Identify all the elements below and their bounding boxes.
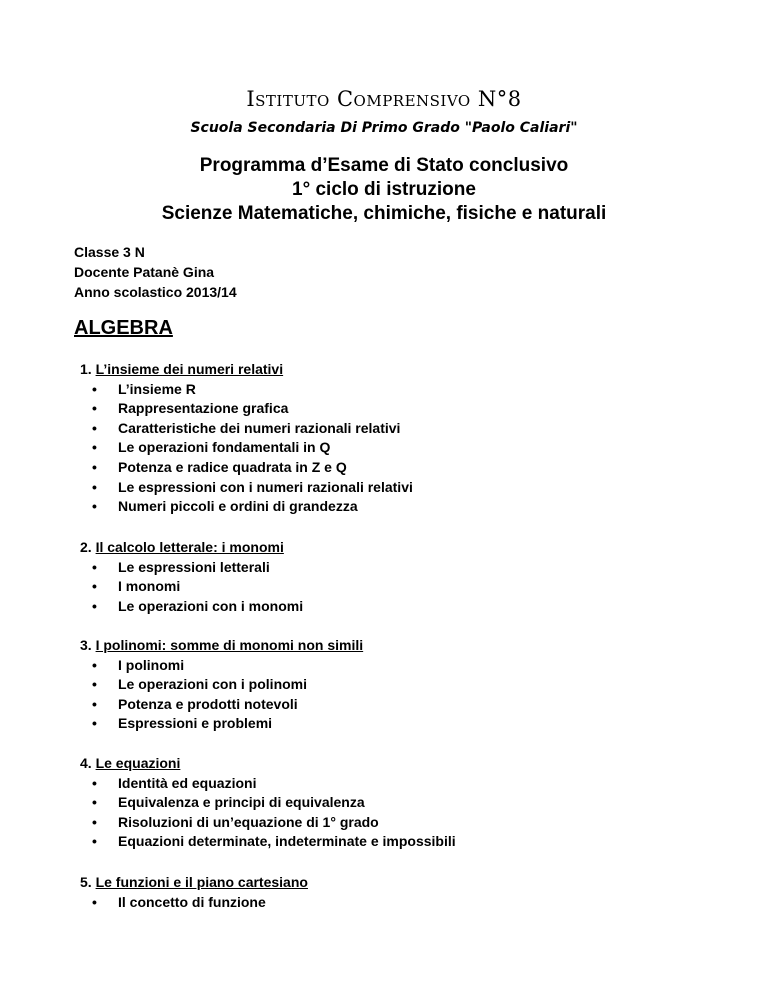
list-item: • Le operazioni con i monomi: [78, 597, 303, 617]
topic-list: [80, 380, 413, 517]
topic-number: 4.: [80, 755, 92, 771]
bullet-icon: •: [92, 419, 97, 436]
bullet-icon: •: [92, 498, 97, 515]
topic-number: 2.: [80, 539, 92, 555]
section-heading: ALGEBRA: [74, 317, 173, 339]
list-item: • Potenza e prodotti notevoli: [78, 695, 363, 715]
topic-1: [80, 360, 413, 517]
school-name: Istituto Comprensivo N°8: [246, 87, 522, 111]
class-info: [74, 242, 237, 302]
topic-number: 5.: [80, 874, 92, 890]
bullet-icon: •: [92, 478, 97, 495]
list-item: • Le operazioni fondamentali in Q: [78, 438, 413, 458]
topic-heading: [80, 754, 456, 774]
bullet-icon: •: [92, 656, 97, 673]
topic-heading: [80, 636, 363, 656]
list-item: • Le operazioni con i polinomi: [78, 675, 363, 695]
list-item: • I monomi: [78, 577, 303, 597]
bullet-icon: •: [92, 833, 97, 850]
document-title: [0, 154, 768, 226]
topic-title: I polinomi: somme di monomi non simili: [95, 637, 364, 653]
topic-2: [80, 538, 303, 616]
topic-list: [80, 558, 303, 617]
topic-list: [80, 893, 308, 913]
title-line-1: Programma d’Esame di Stato conclusivo: [199, 155, 569, 176]
list-item: • L’insieme R: [78, 380, 413, 400]
topic-list: [80, 656, 363, 734]
bullet-icon: •: [92, 715, 97, 732]
list-item: • I polinomi: [78, 656, 363, 676]
title-line-3: Scienze Matematiche, chimiche, fisiche e naturali: [161, 203, 607, 224]
school-year-label: Anno scolastico 2013/14: [74, 284, 237, 300]
list-item: • Equivalenza e principi di equivalenza: [78, 793, 456, 813]
bullet-icon: •: [92, 813, 97, 830]
bullet-icon: •: [92, 893, 97, 910]
teacher-label: Docente Patanè Gina: [74, 264, 215, 280]
list-item: • Le espressioni letterali: [78, 558, 303, 578]
title-line-2: 1° ciclo di istruzione: [292, 179, 476, 200]
class-label: Classe 3 N: [74, 244, 145, 260]
topic-3: [80, 636, 363, 734]
topic-4: [80, 754, 456, 852]
bullet-icon: •: [92, 558, 97, 575]
bullet-icon: •: [92, 695, 97, 712]
topic-number: 3.: [80, 637, 92, 653]
topic-heading: [80, 538, 303, 558]
topic-title: L’insieme dei numeri relativi: [95, 361, 284, 377]
topic-heading: [80, 873, 308, 893]
topic-title: Le equazioni: [95, 755, 181, 771]
bullet-icon: •: [92, 380, 97, 397]
list-item: • Potenza e radice quadrata in Z e Q: [78, 458, 413, 478]
bullet-icon: •: [92, 458, 97, 475]
bullet-icon: •: [92, 794, 97, 811]
list-item: • Espressioni e problemi: [78, 714, 363, 734]
list-item: • Caratteristiche dei numeri razionali relativi: [78, 419, 413, 439]
topic-number: 1.: [80, 361, 92, 377]
topic-list: [80, 774, 456, 852]
bullet-icon: •: [92, 676, 97, 693]
bullet-icon: •: [92, 400, 97, 417]
topic-heading: [80, 360, 413, 380]
topic-5: [80, 873, 308, 912]
list-item: • Rappresentazione grafica: [78, 399, 413, 419]
school-subtitle: Scuola Secondaria Di Primo Grado "Paolo Caliari": [190, 120, 578, 136]
bullet-icon: •: [92, 774, 97, 791]
list-item: • Numeri piccoli e ordini di grandezza: [78, 497, 413, 517]
bullet-icon: •: [92, 578, 97, 595]
list-item: • Il concetto di funzione: [78, 893, 308, 913]
list-item: • Risoluzioni di un’equazione di 1° grado: [78, 813, 456, 833]
list-item: • Le espressioni con i numeri razionali relativi: [78, 478, 413, 498]
bullet-icon: •: [92, 597, 97, 614]
topic-title: Il calcolo letterale: i monomi: [95, 539, 284, 555]
list-item: • Equazioni determinate, indeterminate e impossibili: [78, 832, 456, 852]
bullet-icon: •: [92, 439, 97, 456]
list-item: • Identità ed equazioni: [78, 774, 456, 794]
topic-title: Le funzioni e il piano cartesiano: [95, 874, 308, 890]
